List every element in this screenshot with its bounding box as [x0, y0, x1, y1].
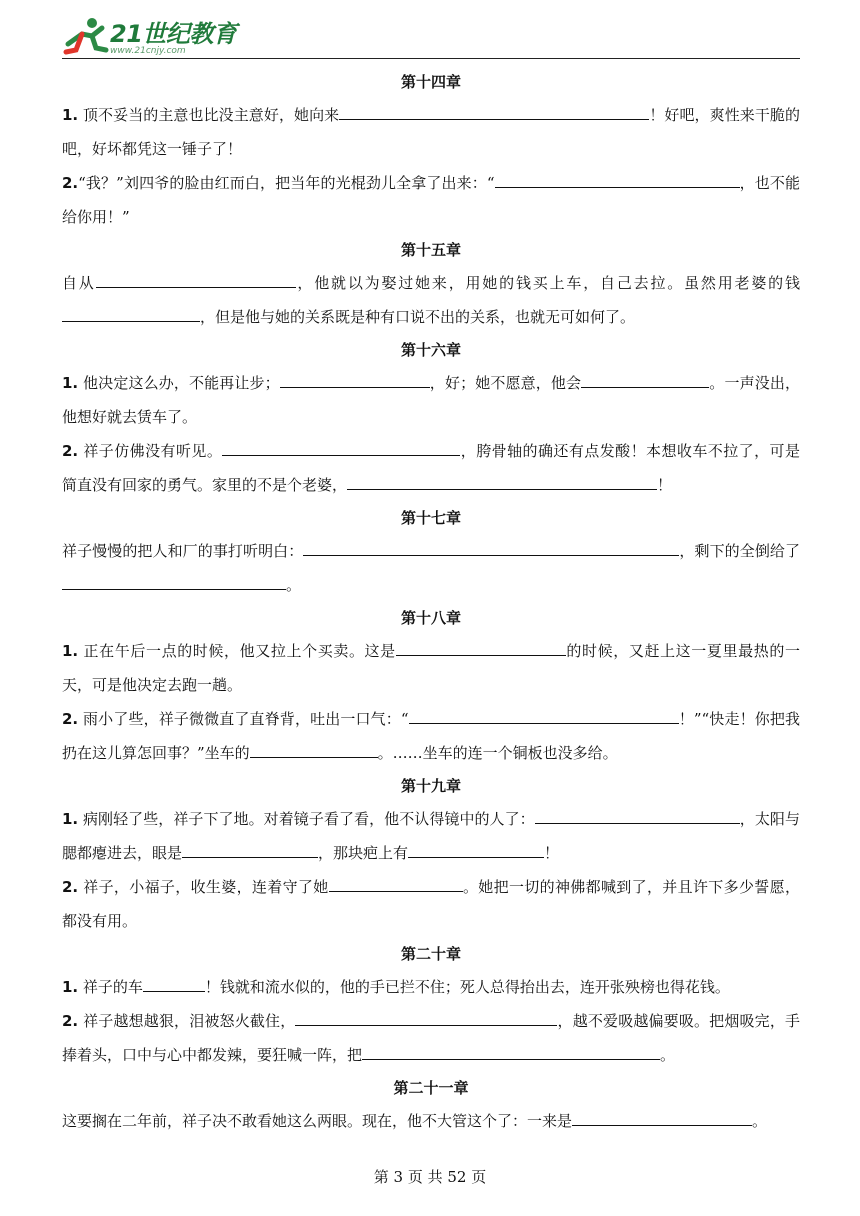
- logo-url: www.21cnjy.com: [110, 46, 186, 56]
- answer-blank[interactable]: [280, 371, 430, 388]
- question-item: 1. 病刚轻了些，祥子下了地。对着镜子看了看，他不认得镜中的人了： ，太阳与腮都瘪进去，眼是 ，那块疤上有 ！: [62, 802, 800, 870]
- question-item: 2. 祥子，小福子，收生婆，连着守了她 。她把一切的神佛都喊到了，并且许下多少誓愿，都没有用。: [62, 870, 800, 938]
- question-item: 1. 顶不妥当的主意也比没主意好，她向来 ！好吧，爽性来干脆的吧，好坏都凭这一锤子了！: [62, 98, 800, 166]
- question-item: 2. 祥子越想越狠，泪被怒火截住， ，越不爱吸越偏要吸。把烟吸完，手捧着头，口中与心中都发辣，要狂喊一阵，把 。: [62, 1004, 800, 1072]
- answer-blank[interactable]: [495, 171, 740, 188]
- question-item: 祥子慢慢的把人和厂的事打听明白： ，剩下的全倒给了。: [62, 534, 800, 602]
- answer-blank[interactable]: [62, 573, 286, 590]
- chapter-title: 第十七章: [400, 509, 461, 527]
- answer-blank[interactable]: [329, 875, 463, 892]
- chapter-title: 第十八章: [400, 609, 461, 627]
- chapter-title: 第十五章: [400, 241, 461, 259]
- answer-blank[interactable]: [347, 473, 657, 490]
- answer-blank[interactable]: [182, 841, 318, 858]
- answer-blank[interactable]: [362, 1043, 660, 1060]
- answer-blank[interactable]: [250, 741, 378, 758]
- answer-blank[interactable]: [572, 1109, 752, 1126]
- question-item: 这要搁在二年前，祥子决不敢看她这么两眼。现在，他不大管这个了：一来是 。: [62, 1104, 800, 1138]
- header-divider: [62, 58, 800, 59]
- answer-blank[interactable]: [222, 439, 460, 456]
- answer-blank[interactable]: [581, 371, 709, 388]
- question-item: 1. 祥子的车 ！钱就和流水似的，他的手已拦不住；死人总得抬出去，连开张殃榜也得花钱。: [62, 970, 800, 1004]
- page-header: [0, 0, 860, 64]
- answer-blank[interactable]: [96, 271, 296, 288]
- answer-blank[interactable]: [303, 539, 679, 556]
- chapter-title: 第十九章: [400, 777, 461, 795]
- answer-blank[interactable]: [409, 707, 679, 724]
- worksheet-body: [62, 66, 800, 1138]
- question-item: 2.“我？”刘四爷的脸由红而白，把当年的光棍劲儿全拿了出来：“ ，也不能给你用！”: [62, 166, 800, 234]
- question-item: 1. 正在午后一点的时候，他又拉上个买卖。这是 的时候，又赶上这一夏里最热的一天，可是他决定去跑一趟。: [62, 634, 800, 702]
- question-item: 2. 雨小了些，祥子微微直了直脊背，吐出一口气：“ ！”“快走！你把我扔在这儿算怎回事？”坐车的 。……坐车的连一个铜板也没多给。: [62, 702, 800, 770]
- answer-blank[interactable]: [143, 975, 205, 992]
- answer-blank[interactable]: [339, 103, 649, 120]
- answer-blank[interactable]: [295, 1009, 557, 1026]
- answer-blank[interactable]: [396, 639, 566, 656]
- chapter-title: 第二十一章: [393, 1079, 469, 1097]
- question-item: 2. 祥子仿佛没有听见。 ，胯骨轴的确还有点发酸！本想收车不拉了，可是简直没有回家的勇气。家里的不是个老婆， ！: [62, 434, 800, 502]
- chapter-title: 第十六章: [400, 341, 461, 359]
- page-number: 第 3 页 共 52 页: [373, 1168, 487, 1186]
- answer-blank[interactable]: [62, 305, 200, 322]
- question-item: 1. 他决定这么办，不能再让步； ，好；她不愿意，他会 。一声没出，他想好就去赁车了。: [62, 366, 800, 434]
- answer-blank[interactable]: [408, 841, 544, 858]
- chapter-title: 第十四章: [400, 73, 461, 91]
- question-item: 自从 ，他就以为娶过她来，用她的钱买上车，自己去拉。虽然用老婆的钱，但是他与她的关系既是种有口说不出的关系，也就无可如何了。: [62, 266, 800, 334]
- logo-text: 21世纪教育: [110, 20, 237, 48]
- chapter-title: 第二十章: [400, 945, 461, 963]
- answer-blank[interactable]: [535, 807, 740, 824]
